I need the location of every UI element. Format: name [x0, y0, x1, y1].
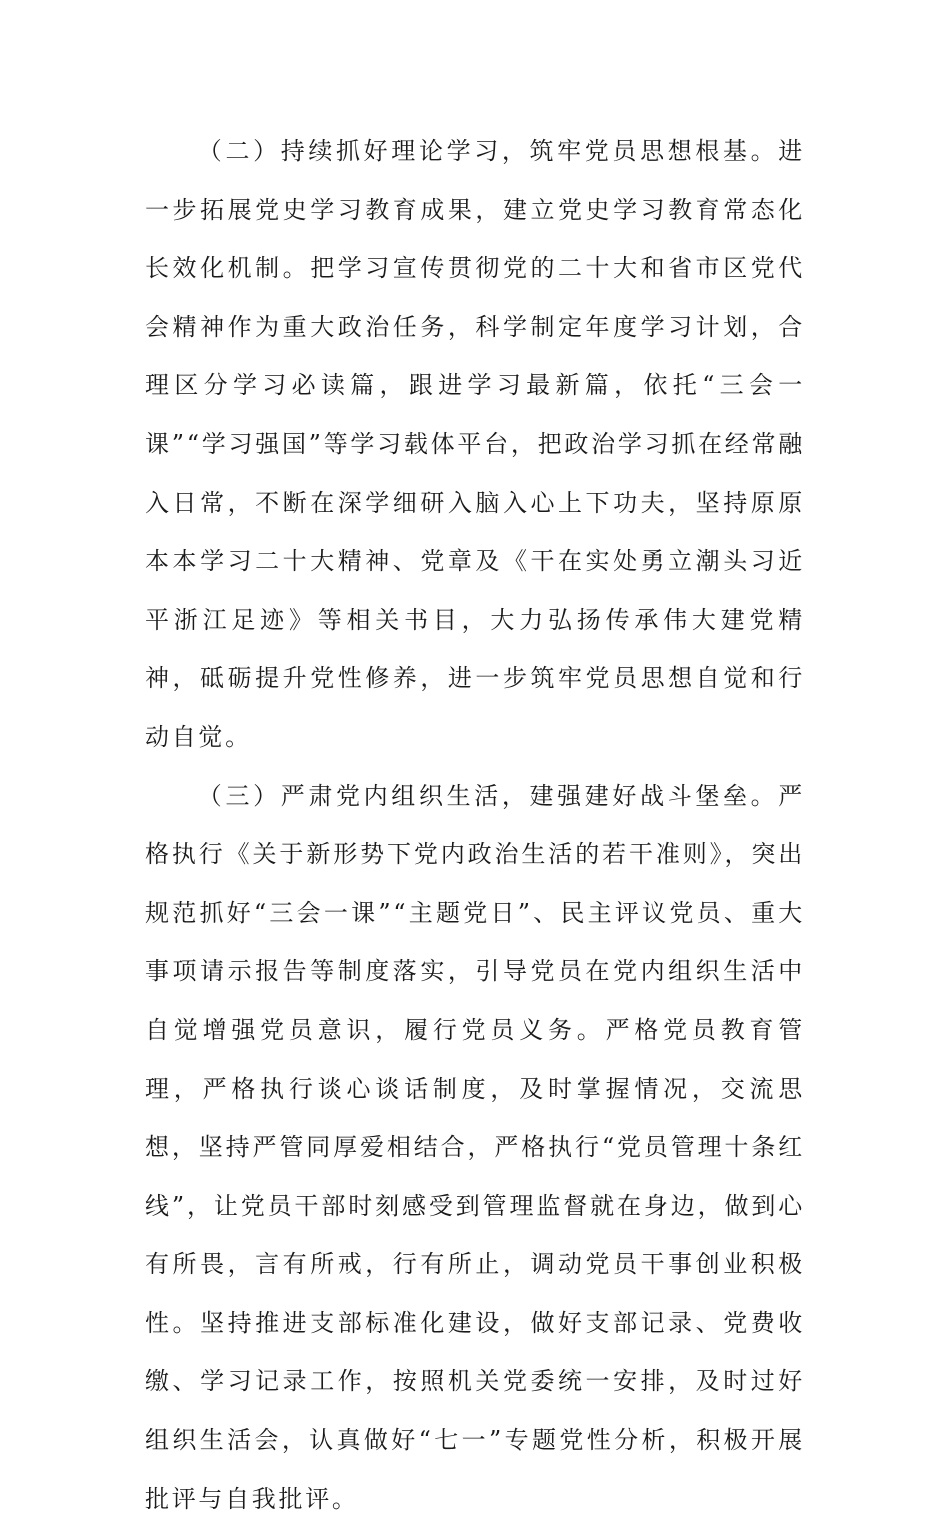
document-body [145, 122, 805, 1528]
paragraph-organization-life: （三）严肃党内组织生活，建强建好战斗堡垒。严格执行《关于新形势下党内政治生活的若干准则》，突出规范抓好“三会一课”“主题党日”、民主评议党员、重大事项请示报告等制度落实，引导党员在党内组织生活中自觉增强党员意识，履行党员义务。严格党员教育管理，严格执行谈心谈话制度，及时掌握情况，交流思想，坚持严管同厚爱相结合，严格执行“党员管理十条红线”，让党员干部时刻感受到管理监督就在身边，做到心有所畏，言有所戒，行有所止，调动党员干事创业积极性。坚持推进支部标准化建设，做好支部记录、党费收缴、学习记录工作，按照机关党委统一安排，及时过好组织生活会，认真做好“七一”专题党性分析，积极开展批评与自我批评。 [145, 781, 805, 1513]
paragraph-theory-study: （二）持续抓好理论学习，筑牢党员思想根基。进一步拓展党史学习教育成果，建立党史学习教育常态化长效化机制。把学习宣传贯彻党的二十大和省市区党代会精神作为重大政治任务，科学制定年度学习计划，合理区分学习必读篇，跟进学习最新篇，依托“三会一课”“学习强国”等学习载体平台，把政治学习抓在经常融入日常，不断在深学细研入脑入心上下功夫，坚持原原本本学习二十大精神、党章及《干在实处勇立潮头习近平浙江足迹》等相关书目，大力弘扬传承伟大建党精神，砥砺提升党性修养，进一步筑牢党员思想自觉和行动自觉。 [145, 137, 805, 751]
